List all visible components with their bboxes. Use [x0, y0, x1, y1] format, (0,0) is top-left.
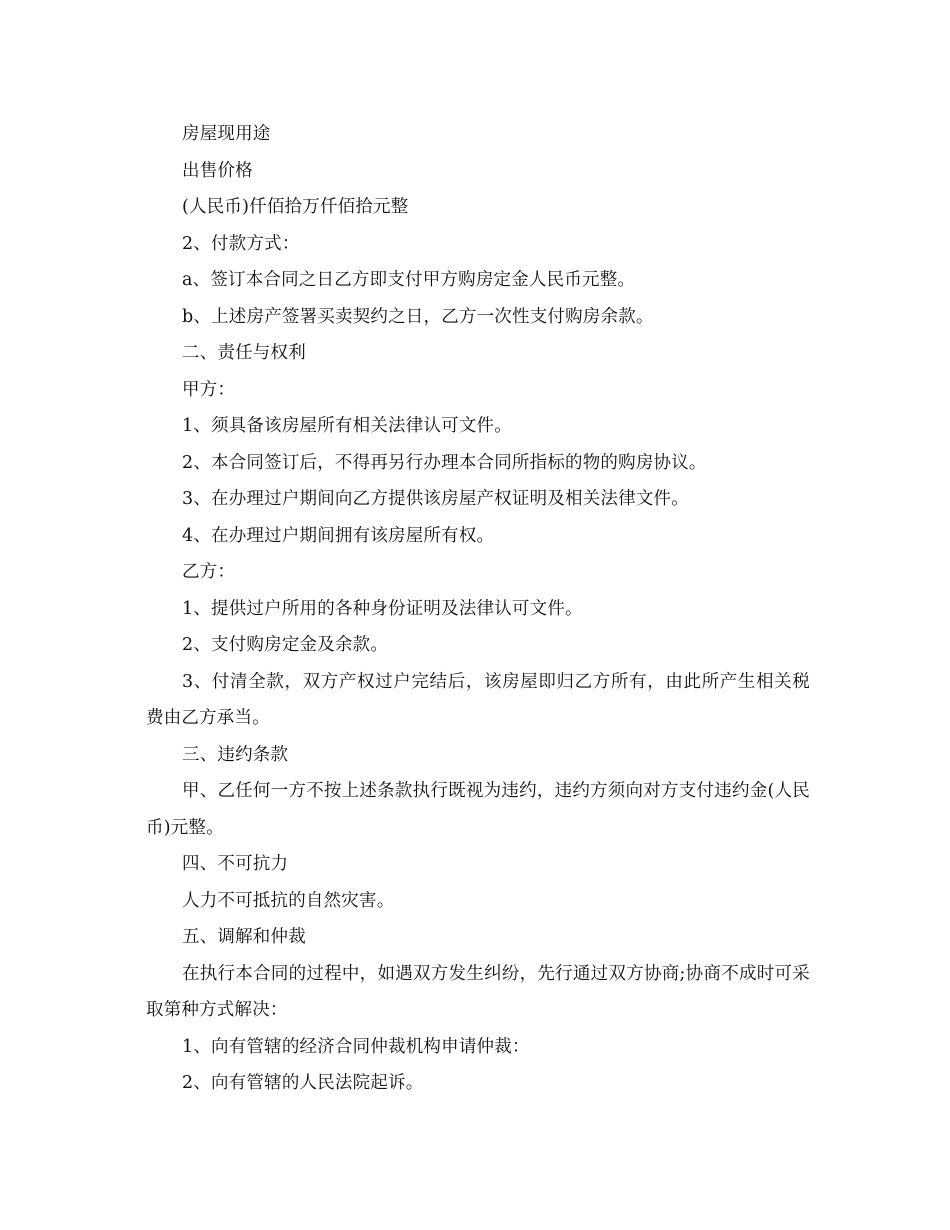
party-a-item-3: 3、在办理过户期间向乙方提供该房屋产权证明及相关法律文件。	[182, 489, 689, 509]
breach-clause: 甲、乙任何一方不按上述条款执行既视为违约，违约方须向对方支付违约金(人民币)元整。	[146, 781, 810, 838]
section-heading-responsibilities: 二、责任与权利	[182, 343, 306, 363]
line-house-use: 房屋现用途	[182, 124, 271, 144]
mediation-clause: 在执行本合同的过程中，如遇双方发生纠纷，先行通过双方协商;协商不成时可采取第种方式解决：	[146, 963, 810, 1020]
line-payment-b: b、上述房产签署买卖契约之日，乙方一次性支付购房余款。	[182, 306, 654, 327]
section-heading-force-majeure: 四、不可抗力	[182, 854, 289, 874]
force-majeure-clause: 人力不可抵抗的自然灾害。	[182, 890, 395, 911]
party-b-item-2: 2、支付购房定金及余款。	[182, 635, 389, 655]
section-heading-mediation: 五、调解和仲裁	[182, 927, 306, 947]
party-a-heading: 甲方：	[182, 379, 236, 400]
section-heading-breach: 三、违约条款	[182, 744, 289, 765]
line-price-amount: (人民币)仟佰拾万仟佰拾元整	[182, 197, 409, 217]
line-payment-method-heading: 2、付款方式：	[182, 233, 300, 254]
mediation-option-1: 1、向有管辖的经济合同仲裁机构申请仲裁：	[182, 1036, 530, 1057]
line-sale-price: 出售价格	[182, 160, 253, 181]
document-body	[146, 116, 810, 1102]
party-a-item-2: 2、本合同签订后，不得再另行办理本合同所指标的物的购房协议。	[182, 452, 707, 473]
mediation-option-2: 2、向有管辖的人民法院起诉。	[182, 1073, 424, 1093]
party-b-item-1: 1、提供过户所用的各种身份证明及法律认可文件。	[182, 598, 583, 619]
party-b-heading: 乙方：	[182, 562, 236, 582]
party-a-item-4: 4、在办理过户期间拥有该房屋所有权。	[182, 525, 495, 546]
line-payment-a: a、签订本合同之日乙方即支付甲方购房定金人民币元整。	[182, 270, 636, 290]
party-b-item-3: 3、付清全款，双方产权过户完结后，该房屋即归乙方所有，由此所产生相关税费由乙方承当。	[146, 671, 810, 728]
party-a-item-1: 1、须具备该房屋所有相关法律认可文件。	[182, 416, 512, 436]
